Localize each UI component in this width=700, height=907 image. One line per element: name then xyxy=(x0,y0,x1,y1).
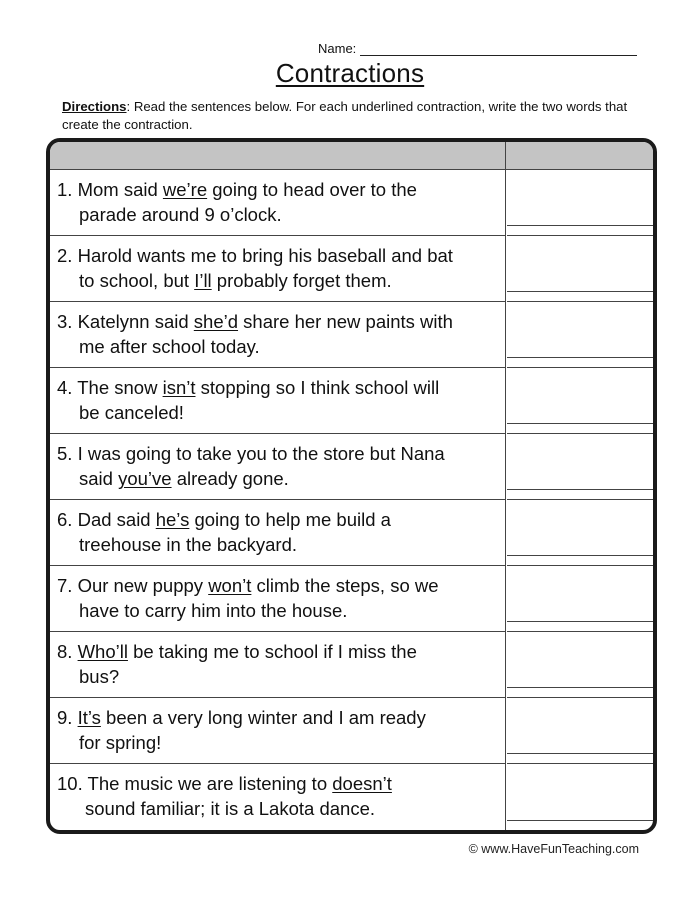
sentence-line-2 xyxy=(57,598,503,623)
underlined-contraction: Who’ll xyxy=(77,641,128,662)
answer-line xyxy=(507,423,653,424)
underlined-contraction: isn’t xyxy=(162,377,196,398)
column-divider xyxy=(505,142,506,830)
sentence-line-2 xyxy=(57,730,503,755)
sentence-line-1 xyxy=(57,375,503,400)
name-field xyxy=(318,41,637,56)
sentence-row xyxy=(50,567,505,632)
sentence-number: 7. xyxy=(57,575,73,596)
name-label: Name: xyxy=(318,41,357,56)
sentence-text-part: The music we are listening to xyxy=(82,773,333,794)
sentence-text-part: been a very long winter and I am ready xyxy=(100,707,426,728)
sentence-text xyxy=(57,705,503,755)
answer-line xyxy=(507,753,653,754)
underlined-contraction: It’s xyxy=(77,707,101,728)
sentence-row xyxy=(50,699,505,764)
sentence-text xyxy=(57,771,503,821)
sentence-text xyxy=(57,243,503,293)
underlined-contraction: she’d xyxy=(193,311,239,332)
sentence-text-part: to school, but xyxy=(79,270,195,291)
sentence-line-2 xyxy=(57,796,503,821)
sentence-line-1 xyxy=(57,705,503,730)
worksheet-table xyxy=(46,138,657,834)
sentence-text-part: parade around 9 o’clock. xyxy=(79,204,282,225)
sentence-text-part: Our new puppy xyxy=(72,575,209,596)
answer-line xyxy=(507,489,653,490)
copyright-footer: © www.HaveFunTeaching.com xyxy=(468,842,639,856)
sentence-row xyxy=(50,633,505,698)
sentence-text-part: already gone. xyxy=(171,468,289,489)
answer-line xyxy=(507,687,653,688)
sentence-text-part: probably forget them. xyxy=(211,270,392,291)
sentence-text-part: Harold wants me to bring his baseball and bat xyxy=(72,245,453,266)
sentence-number: 10. xyxy=(57,773,83,794)
answer-box[interactable] xyxy=(507,567,653,632)
sentence-text xyxy=(57,441,503,491)
sentence-line-2 xyxy=(57,466,503,491)
sentence-line-1 xyxy=(57,771,503,796)
sentence-text xyxy=(57,507,503,557)
sentence-text xyxy=(57,309,503,359)
sentence-text-part: Katelynn said xyxy=(72,311,194,332)
sentence-line-1 xyxy=(57,309,503,334)
answer-line xyxy=(507,555,653,556)
sentence-line-1 xyxy=(57,573,503,598)
sentence-text xyxy=(57,573,503,623)
sentence-number: 1. xyxy=(57,179,73,200)
name-blank-line[interactable] xyxy=(360,42,637,56)
answer-box[interactable] xyxy=(507,699,653,764)
sentence-number: 6. xyxy=(57,509,73,530)
sentence-line-2 xyxy=(57,202,503,227)
page-title: Contractions xyxy=(275,58,425,88)
sentence-text-part: Mom said xyxy=(72,179,163,200)
answer-box[interactable] xyxy=(507,237,653,302)
answer-box[interactable] xyxy=(507,765,653,830)
sentence-row xyxy=(50,435,505,500)
sentence-row xyxy=(50,369,505,434)
sentence-number: 8. xyxy=(57,641,73,662)
sentence-row xyxy=(50,237,505,302)
sentence-line-2 xyxy=(57,664,503,689)
sentence-line-1 xyxy=(57,639,503,664)
sentence-text-part: for spring! xyxy=(79,732,162,753)
answer-line xyxy=(507,357,653,358)
sentence-text-part: be taking me to school if I miss the xyxy=(127,641,417,662)
answer-box[interactable] xyxy=(507,633,653,698)
sentence-line-2 xyxy=(57,532,503,557)
directions-label: Directions xyxy=(62,99,127,114)
sentence-row xyxy=(50,501,505,566)
sentence-text-part: Dad said xyxy=(72,509,156,530)
answer-line xyxy=(507,820,653,821)
sentence-text-part: sound familiar; it is a Lakota dance. xyxy=(85,798,375,819)
underlined-contraction: won’t xyxy=(208,575,252,596)
sentence-number: 4. xyxy=(57,377,73,398)
answer-line xyxy=(507,225,653,226)
sentence-text-part: bus? xyxy=(79,666,120,687)
sentence-text-part: going to help me build a xyxy=(189,509,391,530)
sentence-text-part: The snow xyxy=(72,377,163,398)
answer-line xyxy=(507,291,653,292)
sentence-row xyxy=(50,765,505,830)
sentence-number: 5. xyxy=(57,443,73,464)
sentence-text-part: treehouse in the backyard. xyxy=(79,534,298,555)
sentence-text-part: said xyxy=(79,468,119,489)
table-header-row xyxy=(50,142,653,170)
sentence-text xyxy=(57,177,503,227)
underlined-contraction: I’ll xyxy=(194,270,212,291)
sentence-row xyxy=(50,171,505,236)
answer-box[interactable] xyxy=(507,171,653,236)
sentence-text xyxy=(57,375,503,425)
sentence-line-1 xyxy=(57,243,503,268)
directions-text: : Read the sentences below. For each underlined contraction, write the two words that create the contraction. xyxy=(62,99,628,132)
sentence-text-part: me after school today. xyxy=(79,336,260,357)
answer-box[interactable] xyxy=(507,303,653,368)
sentence-number: 3. xyxy=(57,311,73,332)
underlined-contraction: doesn’t xyxy=(332,773,392,794)
sentence-line-2 xyxy=(57,400,503,425)
sentence-text-part: share her new paints with xyxy=(238,311,453,332)
underlined-contraction: we’re xyxy=(162,179,208,200)
answer-box[interactable] xyxy=(507,369,653,434)
sentence-text-part: have to carry him into the house. xyxy=(79,600,348,621)
sentence-number: 9. xyxy=(57,707,73,728)
sentence-line-2 xyxy=(57,334,503,359)
sentence-line-1 xyxy=(57,507,503,532)
sentence-line-1 xyxy=(57,177,503,202)
answer-box[interactable] xyxy=(507,435,653,500)
answer-box[interactable] xyxy=(507,501,653,566)
sentence-number: 2. xyxy=(57,245,73,266)
answer-line xyxy=(507,621,653,622)
underlined-contraction: he’s xyxy=(155,509,190,530)
sentence-text-part: be canceled! xyxy=(79,402,184,423)
sentence-text-part: I was going to take you to the store but Nana xyxy=(72,443,445,464)
sentence-line-2 xyxy=(57,268,503,293)
sentence-text-part: climb the steps, so we xyxy=(251,575,439,596)
sentence-text-part: stopping so I think school will xyxy=(195,377,440,398)
directions xyxy=(62,98,652,134)
underlined-contraction: you’ve xyxy=(118,468,172,489)
sentence-text xyxy=(57,639,503,689)
sentence-row xyxy=(50,303,505,368)
sentence-line-1 xyxy=(57,441,503,466)
sentence-text-part: going to head over to the xyxy=(207,179,417,200)
